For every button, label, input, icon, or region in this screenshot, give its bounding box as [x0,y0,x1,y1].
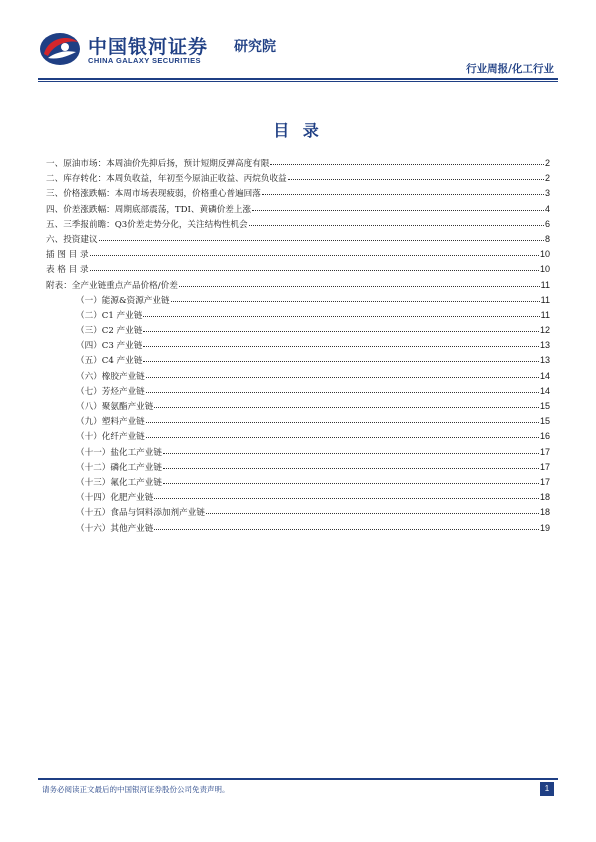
toc-entry-title: （二）C1 产业链 [76,310,143,321]
toc-dot-leader [179,278,540,288]
toc-entry-title: 附表：全产业链重点产品价格/价差 [46,280,178,291]
toc-entry-title: （七）芳烃产业链 [76,386,145,397]
toc-title: 目 录 [273,121,323,140]
brand-name-cn: 中国银河证券 [88,36,209,58]
toc-dot-leader [99,232,544,242]
toc-entry-page: 14 [539,385,550,396]
toc-entry-title: （十六）其他产业链 [76,523,154,534]
toc-entry[interactable] [46,490,550,505]
toc-entry-title: 二、库存转化：本周负收益，年初至今原油正收益、丙烷负收益 [46,174,287,185]
header-divider-thin [38,81,558,82]
toc-entry-title: （五）C4 产业链 [76,356,143,367]
toc-entry-title: 三、价格涨跌幅：本周市场表现疲弱，价格重心普遍回落 [46,189,261,200]
toc-entry-page: 10 [539,264,550,275]
toc-entry-page: 11 [540,294,550,305]
toc-entry-title: （十）化纤产业链 [76,432,145,443]
report-type: 行业周报/化工行业 [466,63,554,75]
toc-entry[interactable] [46,217,550,232]
toc-entry[interactable] [46,384,550,399]
toc-entry-title: 一、原油市场：本周油价先抑后扬，预计短期反弹高度有限 [46,159,270,169]
toc-entry-page: 17 [539,476,550,487]
toc-entry-title: 六、投资建议 [46,234,98,245]
toc-entry[interactable] [46,399,550,414]
toc-entry[interactable] [46,232,550,247]
toc-entry[interactable] [46,445,550,460]
toc-entry-page: 3 [544,188,550,199]
toc-dot-leader [154,490,539,500]
toc-entry-page: 2 [544,173,550,184]
toc-entry[interactable] [46,429,550,444]
toc-entry-title: （十三）氟化工产业链 [76,477,162,488]
toc-dot-leader [146,384,539,394]
toc-entry-title: （十一）盐化工产业链 [76,447,162,458]
toc-entry-page: 14 [539,370,550,381]
toc-entry[interactable] [46,353,550,368]
toc-entry[interactable] [46,202,550,217]
toc-entry-page: 10 [539,249,550,260]
page-number: 1 [540,782,554,796]
toc-entry[interactable] [46,308,550,323]
toc-dot-leader [206,505,539,515]
toc-dot-leader [249,217,544,227]
footer-divider [38,778,558,780]
toc-entry[interactable] [46,414,550,429]
toc-entry-page: 19 [539,522,550,533]
toc-entry-page: 18 [539,507,550,518]
toc-dot-leader [288,171,544,181]
toc-dot-leader [262,186,544,196]
toc-dot-leader [146,414,539,424]
toc-entry-page: 12 [539,325,550,336]
toc-entry-page: 4 [544,203,550,214]
brand-subtitle: 研究院 [234,39,276,55]
toc-entry[interactable] [46,369,550,384]
toc-dot-leader [146,369,539,379]
toc-dot-leader [163,475,539,485]
toc-dot-leader [154,521,539,531]
toc-entry-title: （九）塑料产业链 [76,417,145,428]
toc-entry-title: （六）橡胶产业链 [76,371,145,382]
toc-entry[interactable] [46,323,550,338]
toc-entry-title: （四）C3 产业链 [76,341,143,352]
toc-entry[interactable] [46,293,550,308]
toc-entry[interactable] [46,475,550,490]
toc-entry-title: （十五）食品与饲料添加剂产业链 [76,508,205,519]
toc-entry-title: 四、价差涨跌幅：周期底部震荡，TDI、黄磷价差上涨 [46,204,252,215]
toc-entry-title: 五、三季报前瞻：Q3价差走势分化，关注结构性机会 [46,219,248,230]
toc-entry[interactable] [46,278,550,293]
footer-disclaimer: 请务必阅读正文最后的中国银河证券股份公司免责声明。 [42,785,230,794]
toc-dot-leader [163,445,539,455]
toc-entry[interactable] [46,338,550,353]
toc-dot-leader [143,338,539,348]
toc-dot-leader [163,460,539,470]
header-divider [38,78,558,80]
toc-dot-leader [143,323,539,333]
toc-entry-page: 15 [539,401,550,411]
toc-entry[interactable] [46,247,550,262]
galaxy-swirl-logo-icon [38,30,82,68]
toc-entry[interactable] [46,186,550,201]
toc-dot-leader [143,308,539,318]
toc-entry-page: 15 [539,416,550,427]
toc-entry-page: 18 [539,492,550,503]
toc-entry-page: 13 [539,355,550,366]
toc-dot-leader [90,262,539,272]
toc-entry-page: 17 [539,461,550,472]
toc-entry-page: 13 [539,340,550,351]
toc-entry-page: 17 [539,446,550,457]
brand-name-en: CHINA GALAXY SECURITIES [88,56,201,65]
toc-entry[interactable] [46,262,550,277]
toc-entry-title: （三）C2 产业链 [76,326,143,337]
toc-dot-leader [270,156,544,166]
toc-entry[interactable] [46,156,550,171]
toc-entry[interactable] [46,521,550,536]
table-of-contents [46,156,550,536]
toc-entry-page: 6 [544,218,550,229]
toc-dot-leader [154,399,539,409]
toc-dot-leader [171,293,540,303]
toc-entry-page: 2 [544,158,550,168]
toc-dot-leader [252,202,544,212]
toc-entry-page: 16 [539,431,550,442]
toc-entry-page: 11 [540,279,550,290]
toc-dot-leader [146,429,539,439]
toc-dot-leader [90,247,539,257]
toc-entry-title: （十四）化肥产业链 [76,493,154,504]
toc-entry-title: （八）聚氨酯产业链 [76,402,154,412]
toc-entry-page: 8 [544,233,550,244]
toc-entry-title: （十二）磷化工产业链 [76,462,162,473]
toc-entry[interactable] [46,460,550,475]
toc-entry-page: 11 [540,309,550,320]
toc-entry-title: 表 格 目 录 [46,265,89,276]
company-logo [38,30,298,70]
toc-entry-title: 插 图 目 录 [46,250,89,261]
toc-entry-title: （一）能源&资源产业链 [76,295,170,306]
toc-entry[interactable] [46,171,550,186]
toc-dot-leader [143,353,539,363]
toc-entry[interactable] [46,505,550,520]
